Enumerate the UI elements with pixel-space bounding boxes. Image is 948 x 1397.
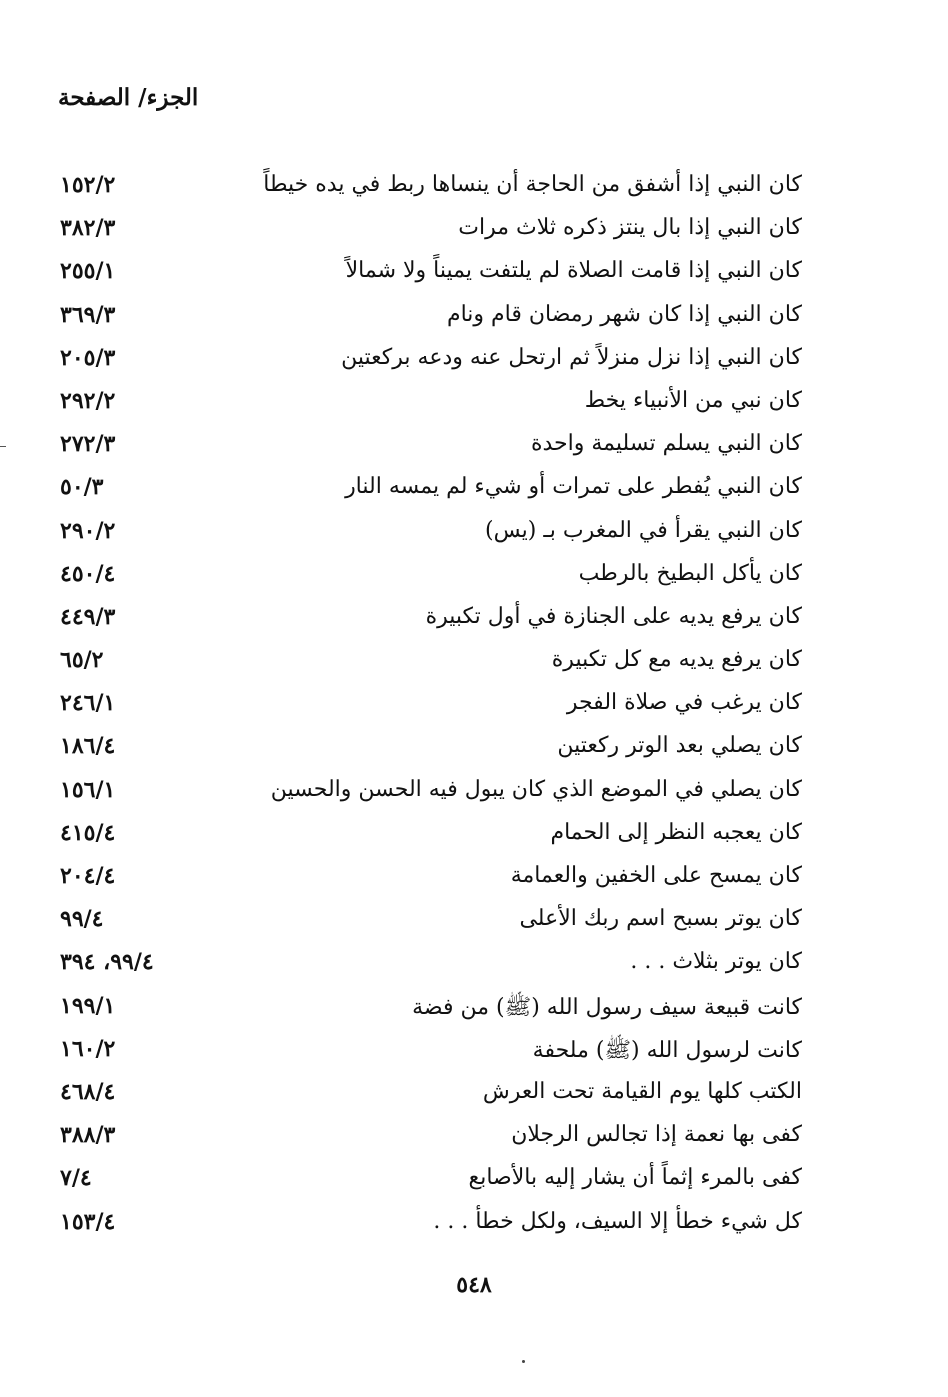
hadith-text: كفى بها نعمة إذا تجالس الرجلان — [511, 1122, 802, 1148]
index-entry — [0, 900, 948, 943]
index-entry — [0, 209, 948, 252]
hadith-text: كان يمسح على الخفين والعمامة — [510, 863, 802, 888]
volume-page-reference: ١٥٢/٢ — [60, 172, 116, 198]
volume-page-reference: ٢٧٢/٣ — [60, 431, 116, 458]
hadith-text: كان يرفع يديه مع كل تكبيرة — [551, 647, 802, 673]
hadith-text: كان النبي إذا نزل منزلاً ثم ارتحل عنه ودعه بركعتين — [341, 344, 802, 370]
index-entry — [0, 1159, 948, 1202]
index-entry — [0, 468, 948, 511]
volume-page-reference: ٢٩٠/٢ — [60, 517, 116, 544]
index-entry — [0, 987, 948, 1030]
volume-page-reference: ٤١٥/٤ — [60, 819, 116, 846]
index-entry — [0, 1073, 948, 1116]
scan-speck — [522, 1360, 525, 1363]
hadith-text: كان النبي إذا قامت الصلاة لم يلتفت يميناً ولا شمالاً — [345, 258, 802, 284]
index-entry — [0, 339, 948, 382]
volume-page-reference: ١٦٠/٢ — [60, 1035, 116, 1062]
volume-page-reference: ٤٦٨/٤ — [60, 1078, 116, 1105]
hadith-text: كان النبي إذا كان شهر رمضان قام ونام — [446, 301, 802, 327]
hadith-text: كانت قبيعة سيف رسول الله (ﷺ) من فضة — [412, 994, 802, 1020]
index-entry — [0, 1116, 948, 1159]
hadith-text: كان النبي يسلم تسليمة واحدة — [530, 431, 802, 457]
index-entry — [0, 512, 948, 555]
index-entry — [0, 727, 948, 770]
volume-page-reference: ٢٥٥/١ — [60, 258, 116, 285]
volume-page-reference: ٤٤٩/٣ — [60, 603, 116, 630]
index-entry — [0, 382, 948, 425]
hadith-text: كان النبي إذا بال ينتز ذكره ثلاث مرات — [458, 215, 802, 241]
page-number: ٥٤٨ — [456, 1272, 492, 1298]
hadith-text: كانت لرسول الله (ﷺ) ملحفة — [532, 1037, 802, 1063]
volume-page-reference: ٢٠٥/٣ — [60, 344, 116, 371]
volume-page-reference: ٩٩/٤، ٣٩٤ — [60, 949, 154, 976]
index-entry-list — [0, 166, 948, 1246]
hadith-text: كان نبي من الأنبياء يخط — [584, 387, 802, 413]
volume-page-reference: ١٥٣/٤ — [60, 1208, 116, 1235]
hadith-text: كان النبي إذا أشفق من الحاجة أن ينساها ربط في يده خيطاً — [263, 172, 802, 197]
hadith-text: كان يوتر بسبح اسم ربك الأعلى — [519, 906, 802, 932]
index-entry — [0, 857, 948, 900]
volume-page-reference: ٤٥٠/٤ — [60, 560, 116, 587]
volume-page-reference: ٣٨٨/٣ — [60, 1122, 116, 1149]
hadith-text: كان يأكل البطيخ بالرطب — [578, 560, 802, 586]
volume-page-reference: ٩٩/٤ — [60, 906, 104, 933]
hadith-text: كان يرفع يديه على الجنازة في أول تكبيرة — [425, 603, 802, 629]
volume-page-reference: ٣٦٩/٣ — [60, 301, 116, 328]
volume-page-reference: ٣٨٢/٣ — [60, 215, 116, 242]
hadith-text: كفى بالمرء إثماً أن يشار إليه بالأصابع — [468, 1165, 802, 1191]
index-entry — [0, 252, 948, 295]
index-entry — [0, 555, 948, 598]
hadith-text: كل شيء خطأ إلا السيف، ولكل خطأ . . . — [433, 1208, 802, 1234]
index-entry — [0, 684, 948, 727]
hadith-text: كان يرغب في صلاة الفجر — [566, 690, 802, 716]
hadith-text: كان يصلي في الموضع الذي كان يبول فيه الحسن والحسين — [270, 776, 802, 802]
index-entry — [0, 771, 948, 814]
index-entry — [0, 166, 948, 209]
index-entry — [0, 1030, 948, 1073]
hadith-text: الكتب كلها يوم القيامة تحت العرش — [482, 1078, 802, 1104]
volume-page-reference: ٢٩٢/٢ — [60, 387, 116, 414]
hadith-text: كان النبي يُفطر على تمرات أو شيء لم يمسه النار — [345, 474, 802, 500]
volume-page-reference: ٦٥/٢ — [60, 647, 104, 674]
volume-page-reference: ٧/٤ — [60, 1165, 92, 1192]
index-entry — [0, 641, 948, 684]
volume-page-reference: ١٨٦/٤ — [60, 733, 116, 760]
hadith-text: كان يوتر بثلاث . . . — [630, 949, 802, 975]
index-entry — [0, 1203, 948, 1246]
index-entry — [0, 598, 948, 641]
volume-page-reference: ١٩٩/١ — [60, 992, 116, 1019]
volume-page-reference: ٢٠٤/٤ — [60, 863, 116, 889]
hadith-text: كان يعجبه النظر إلى الحمام — [550, 819, 802, 845]
volume-page-reference: ٢٤٦/١ — [60, 690, 116, 717]
index-entry — [0, 814, 948, 857]
hadith-text: كان النبي يقرأ في المغرب بـ (يس) — [485, 517, 802, 543]
index-entry — [0, 943, 948, 986]
volume-page-reference: ١٥٦/١ — [60, 776, 116, 803]
volume-page-column-header: الجزء/ الصفحة — [58, 84, 199, 111]
index-entry — [0, 296, 948, 339]
hadith-text: كان يصلي بعد الوتر ركعتين — [557, 733, 802, 759]
index-entry — [0, 425, 948, 468]
volume-page-reference: ٥٠/٣ — [60, 474, 104, 501]
margin-mark — [0, 446, 6, 447]
